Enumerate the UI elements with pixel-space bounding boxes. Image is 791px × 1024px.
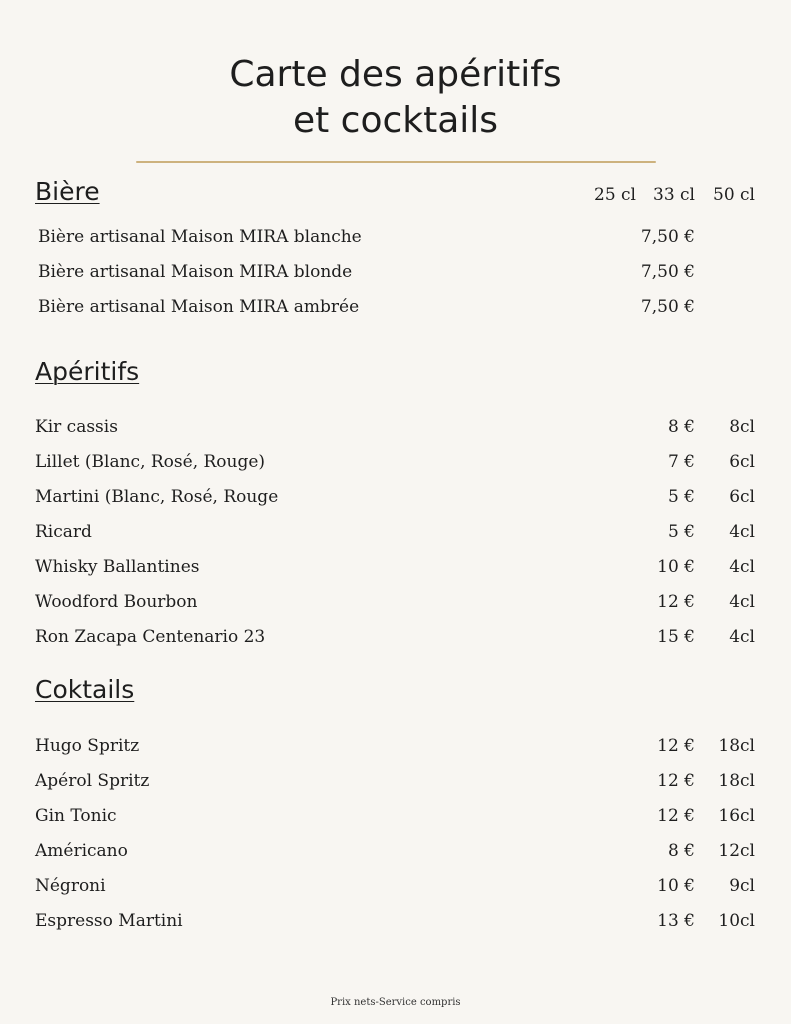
item-price: 12 € [657, 806, 695, 826]
item-price: 10 € [657, 876, 695, 896]
item-price: 12 € [657, 736, 695, 756]
column-header-33cl: 33 cl [653, 185, 695, 205]
item-volume: 9cl [729, 876, 755, 896]
page-title-line2: et cocktails [292, 100, 499, 141]
item-price: 12 € [657, 592, 695, 612]
item-price: 7,50 € [640, 227, 695, 247]
menu-item-cocktail [0, 801, 791, 831]
item-price: 15 € [657, 627, 695, 647]
item-price: 7 € [667, 452, 695, 472]
item-name: Whisky Ballantines [35, 557, 200, 577]
menu-item-cocktail [0, 906, 791, 936]
menu-item-biere [0, 257, 791, 287]
item-name: Américano [35, 841, 128, 861]
item-volume: 12cl [718, 841, 755, 861]
item-price: 7,50 € [640, 262, 695, 282]
item-volume: 18cl [718, 736, 755, 756]
item-volume: 16cl [718, 806, 755, 826]
item-price: 7,50 € [640, 297, 695, 317]
item-price: 10 € [657, 557, 695, 577]
item-name: Ron Zacapa Centenario 23 [35, 627, 266, 647]
item-name: Bière artisanal Maison MIRA blonde [38, 262, 353, 282]
item-price: 5 € [667, 522, 695, 542]
item-name: Ricard [35, 522, 92, 542]
item-volume: 4cl [729, 627, 755, 647]
item-volume: 4cl [729, 592, 755, 612]
item-name: Martini (Blanc, Rosé, Rouge [35, 487, 279, 507]
menu-item-aperitif [0, 587, 791, 617]
section-title-cocktails: Coktails [35, 675, 135, 704]
menu-item-biere [0, 292, 791, 322]
item-name: Kir cassis [35, 417, 118, 437]
title-divider [136, 161, 656, 163]
menu-item-aperitif [0, 517, 791, 547]
column-header-25cl: 25 cl [594, 185, 636, 205]
item-price: 12 € [657, 771, 695, 791]
item-volume: 10cl [718, 911, 755, 931]
item-price: 13 € [657, 911, 695, 931]
menu-item-aperitif [0, 447, 791, 477]
item-volume: 6cl [729, 487, 755, 507]
menu-item-biere [0, 222, 791, 252]
menu-item-cocktail [0, 766, 791, 796]
item-price: 8 € [667, 417, 695, 437]
item-name: Négroni [35, 876, 106, 896]
item-name: Lillet (Blanc, Rosé, Rouge) [35, 452, 266, 472]
item-name: Hugo Spritz [35, 736, 140, 756]
column-header-50cl: 50 cl [713, 185, 755, 205]
footer-note: Prix nets-Service compris [330, 997, 461, 1008]
item-price: 8 € [667, 841, 695, 861]
item-name: Bière artisanal Maison MIRA blanche [38, 227, 362, 247]
item-volume: 4cl [729, 522, 755, 542]
menu-item-aperitif [0, 412, 791, 442]
item-volume: 8cl [729, 417, 755, 437]
menu-item-aperitif [0, 482, 791, 512]
page-title-line1: Carte des apéritifs [229, 54, 562, 95]
menu-item-cocktail [0, 731, 791, 761]
item-volume: 6cl [729, 452, 755, 472]
page-title [0, 52, 791, 144]
menu-item-aperitif [0, 622, 791, 652]
item-name: Gin Tonic [35, 806, 117, 826]
section-title-aperitifs: Apéritifs [35, 357, 140, 386]
item-name: Espresso Martini [35, 911, 183, 931]
item-volume: 18cl [718, 771, 755, 791]
item-name: Apérol Spritz [35, 771, 150, 791]
item-price: 5 € [667, 487, 695, 507]
menu-item-aperitif [0, 552, 791, 582]
item-name: Bière artisanal Maison MIRA ambrée [38, 297, 360, 317]
item-name: Woodford Bourbon [35, 592, 198, 612]
menu-item-cocktail [0, 836, 791, 866]
section-title-biere: Bière [35, 177, 100, 206]
menu-item-cocktail [0, 871, 791, 901]
item-volume: 4cl [729, 557, 755, 577]
